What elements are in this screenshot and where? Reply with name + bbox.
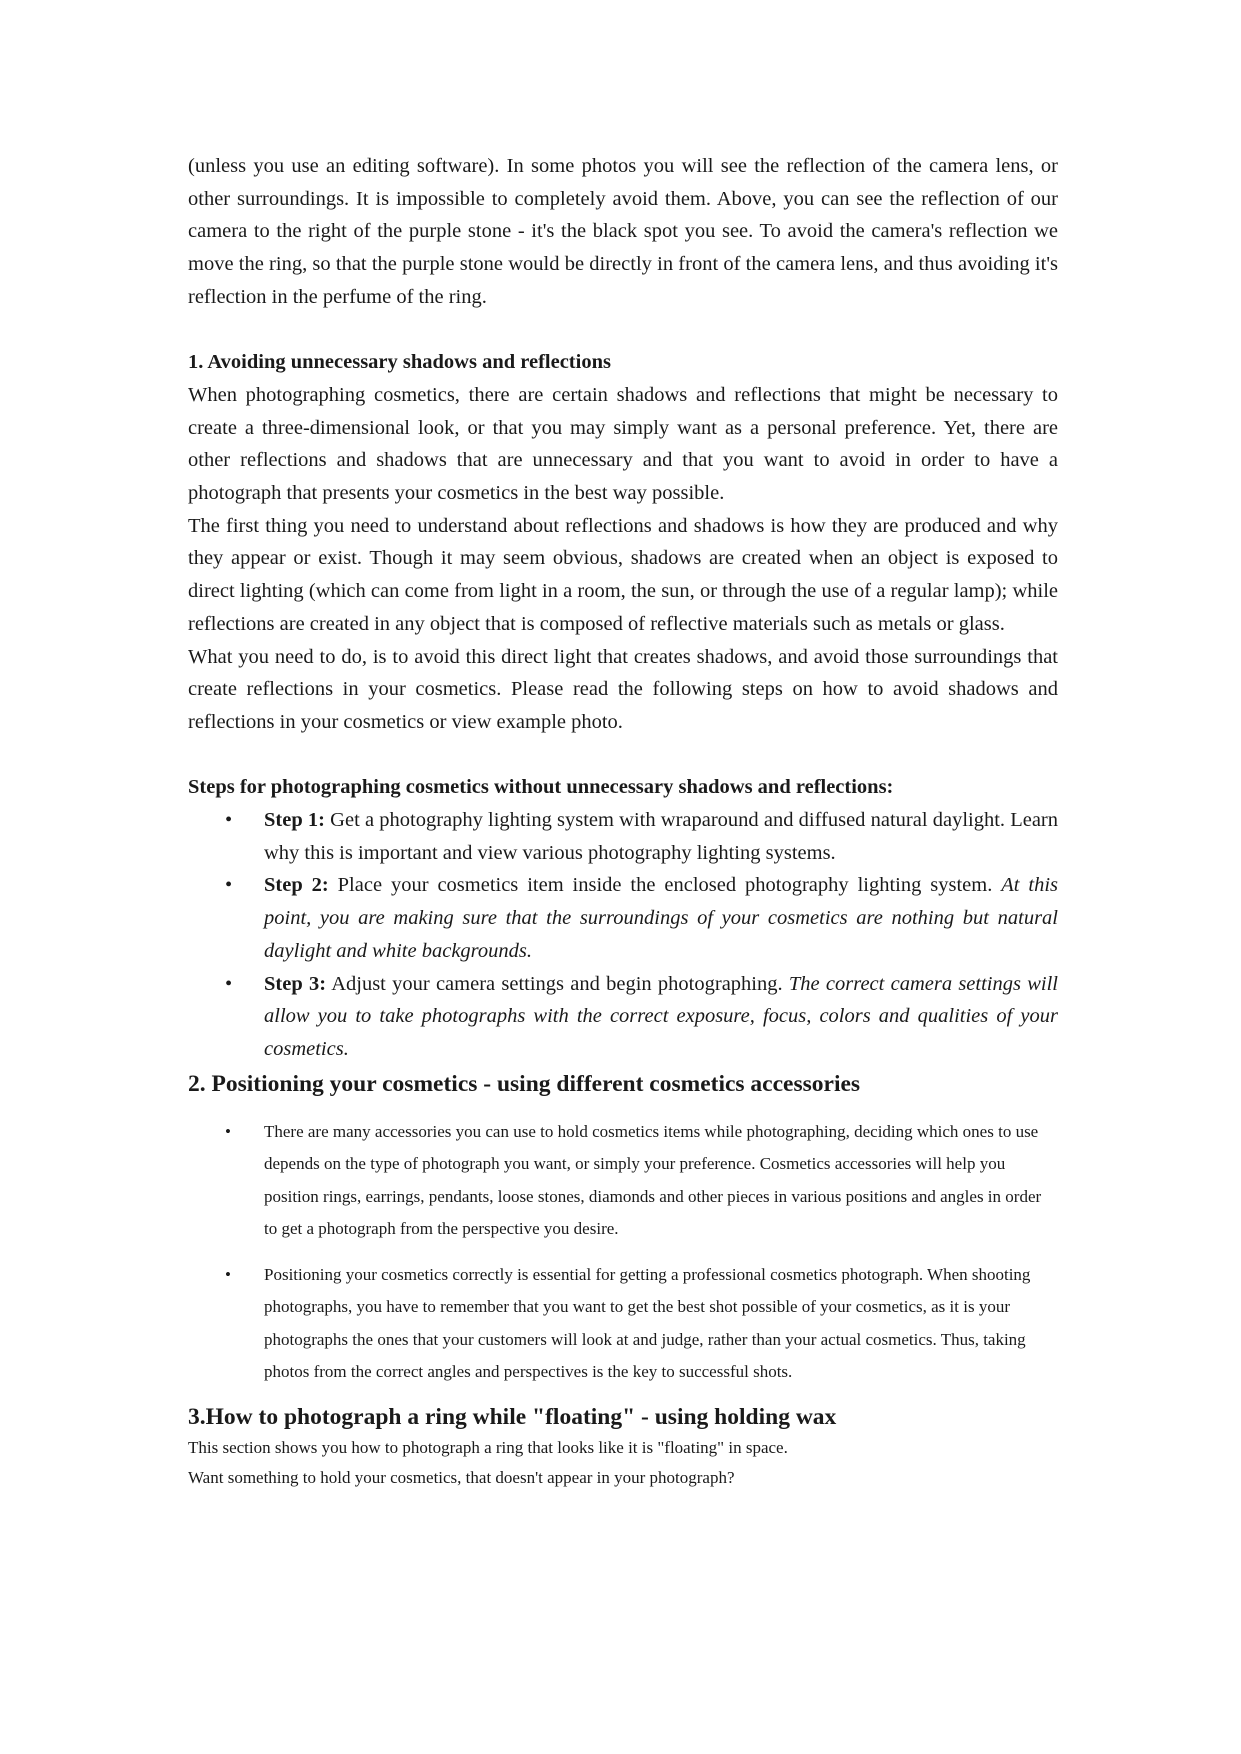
bullet-icon: • [225, 972, 233, 995]
bullet-text: Positioning your cosmetics correctly is essential for getting a professional cosmetics photograph. When shooting photographs, you have to remember that you want to get the best shot possible of your cosmetics, as it is your photographs the ones that your customers will look at and judge, rather than your actual cosmetics. Thus, taking photos from the correct angles and perspectives is the key to successful shots. [264, 1264, 1031, 1382]
section2-bullet-1 [188, 1116, 1058, 1246]
section1-paragraph-1: When photographing cosmetics, there are certain shadows and reflections that might be necessary to create a three-dimensional look, or that you may simply want as a personal preference. Yet, there are other reflections and shadows that are unnecessary and that you want to avoid in order to have a photograph that presents your cosmetics in the best way possible. [188, 383, 1058, 505]
step-label: Step 3: [264, 972, 327, 995]
document-page [188, 150, 1058, 1494]
bullet-icon: • [225, 809, 233, 832]
spacer [188, 739, 1058, 772]
section2-heading: 2. Positioning your cosmetics - using different cosmetics accessories [188, 1070, 861, 1097]
steps-heading: Steps for photographing cosmetics without unnecessary shadows and reflections: [188, 776, 894, 799]
section1-paragraph-3: What you need to do, is to avoid this direct light that creates shadows, and avoid those surroundings that create reflections in your cosmetics. Please read the following steps on how to avoid shadows and reflections in your cosmetics or view example photo. [188, 645, 1058, 733]
steps-list [188, 804, 1058, 1066]
section1-paragraph-2: The first thing you need to understand about reflections and shadows is how they are produced and why they appear or exist. Though it may seem obvious, shadows are created when an object is exposed to direct lighting (which can come from light in a room, the sun, or through the use of a regular lamp); while reflections are created in any object that is composed of reflective materials such as metals or glass. [188, 514, 1058, 635]
step-text: Place your cosmetics item inside the enclosed photography lighting system. [328, 874, 1002, 897]
section2-bullet-2 [188, 1259, 1058, 1389]
step-text: Adjust your camera settings and begin photographing. [326, 972, 789, 995]
bullet-icon: • [225, 1121, 231, 1141]
step-label: Step 1: [264, 809, 325, 832]
section1-heading: 1. Avoiding unnecessary shadows and reflections [188, 351, 611, 374]
step-item-2 [188, 869, 1058, 967]
step-text: Get a photography lighting system with wraparound and diffused natural daylight. Learn why this is important and view various photography lighting systems. [264, 809, 1059, 864]
bullet-text: There are many accessories you can use to hold cosmetics items while photographing, deciding which ones to use depends on the type of photograph you want, or simply your preference. Cosmetics accessories will help you position rings, earrings, pendants, loose stones, diamonds and other pieces in various positions and angles in order to get a photograph from the perspective you desire. [264, 1121, 1042, 1239]
section3-heading: 3.How to photograph a ring while "floating" - using holding wax [188, 1403, 837, 1430]
section2-bullet-list [188, 1116, 1058, 1389]
step-note: The correct camera settings will allow you to take photographs with the correct exposure, focus, colors and qualities of your cosmetics. [264, 972, 1058, 1060]
bullet-icon: • [225, 874, 233, 897]
intro-paragraph: (unless you use an editing software). In some photos you will see the reflection of the camera lens, or other surroundings. It is impossible to completely avoid them. Above, you can see the reflection of our camera to the right of the purple stone - it's the black spot you see. To avoid the camera's reflection we move the ring, so that the purple stone would be directly in front of the camera lens, and thus avoiding it's reflection in the perfume of the ring. [188, 155, 1058, 308]
step-label: Step 2: [264, 874, 329, 897]
step-item-3 [188, 968, 1058, 1066]
step-note: At this point, you are making sure that the surroundings of your cosmetics are nothing but natural daylight and white backgrounds. [264, 874, 1059, 962]
section3-line-2: Want something to hold your cosmetics, that doesn't appear in your photograph? [188, 1468, 735, 1488]
step-item-1 [188, 804, 1058, 869]
section3-line-1: This section shows you how to photograph a ring that looks like it is "floating" in space. [188, 1437, 788, 1457]
spacer [188, 314, 1058, 347]
bullet-icon: • [225, 1264, 231, 1284]
